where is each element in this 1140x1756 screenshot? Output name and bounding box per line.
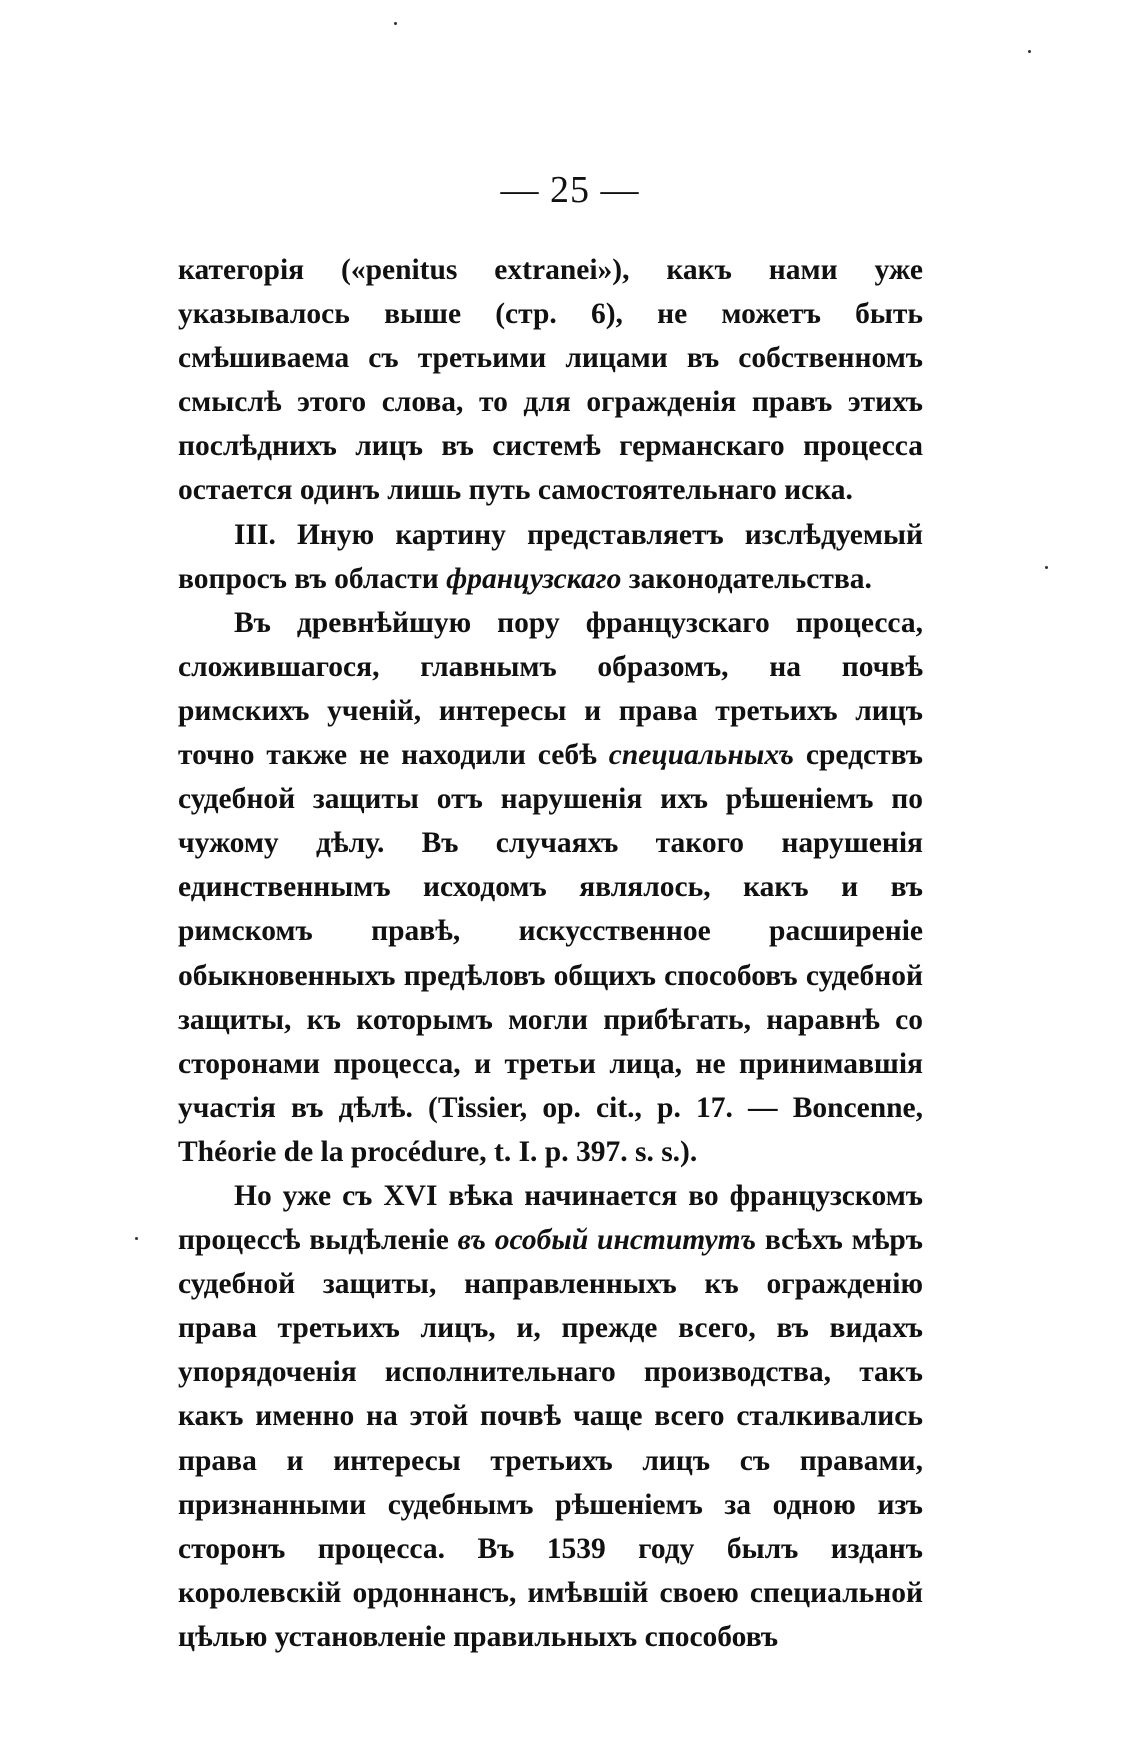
emphasis-special: специальныхъ	[608, 739, 794, 772]
paper-speck	[135, 1237, 138, 1240]
paragraph-2-text-b: законодательства.	[621, 562, 872, 595]
paragraph-2	[178, 513, 923, 601]
paragraph-1-text: категорія («penitus extranei»), какъ нами уже указывалось выше (стр. 6), не можетъ быть смѣшиваема съ третьими лицами въ собственномъ смыслѣ этого слова, то для огражденія правъ этихъ послѣднихъ лицъ въ системѣ германскаго процесса остается одинъ лишь путь самостоятельнаго иска.	[178, 254, 923, 507]
paragraph-1	[178, 248, 923, 513]
page-number: — 25 —	[500, 169, 640, 211]
paragraph-2-text-a: III. Иную картину представляетъ изслѣдуемый вопросъ въ области	[178, 518, 923, 595]
paper-speck	[1028, 50, 1031, 53]
paragraph-3-text-b: средствъ судебной защиты отъ нарушенія ихъ рѣшеніемъ по чужому дѣлу. Въ случаяхъ такого нарушенія единственнымъ исходомъ являлось, какъ и въ римскомъ правѣ, искусственное расширеніе обыкновенныхъ предѣловъ общихъ способовъ судебной защиты, къ которымъ могли прибѣгать, наравнѣ со сторонами процесса, и третьи лица, не принимавшія участія въ дѣлѣ. (Tissier, op. cit., p. 17. — Boncenne, Théorie de la procédure, t. I. p. 397. s. s.).	[178, 739, 923, 1168]
paragraph-4-text-b: всѣхъ мѣръ судебной защиты, направленныхъ къ огражденію права третьихъ лицъ, и, прежде всего, въ видахъ упорядоченія исполнительнаго производства, такъ какъ именно на этой почвѣ чаще всего сталкивались права и интересы третьихъ лицъ съ правами, признанными судебнымъ рѣшеніемъ за одною изъ сторонъ процесса. Въ 1539 году былъ изданъ королевскій ордоннансъ, имѣвшій своею специальной цѣлью установленіе правильныхъ способовъ	[178, 1224, 924, 1653]
body-text	[178, 248, 923, 1659]
paragraph-3	[178, 601, 923, 1174]
paragraph-4-text-a: Но уже съ XVI вѣка начинается во французскомъ процессѣ выдѣленіе	[178, 1179, 923, 1257]
emphasis-french: французскаго	[446, 562, 622, 595]
emphasis-institute: въ особый институтъ	[457, 1224, 757, 1257]
paragraph-4	[178, 1174, 923, 1659]
paragraph-3-text-a: Въ древнѣйшую пору французскаго процесса, сложившагося, главнымъ образомъ, на почвѣ римскихъ ученій, интересы и права третьихъ лицъ точно также не находили себѣ	[178, 606, 923, 772]
paper-speck	[394, 22, 397, 25]
paper-speck	[1045, 566, 1048, 569]
